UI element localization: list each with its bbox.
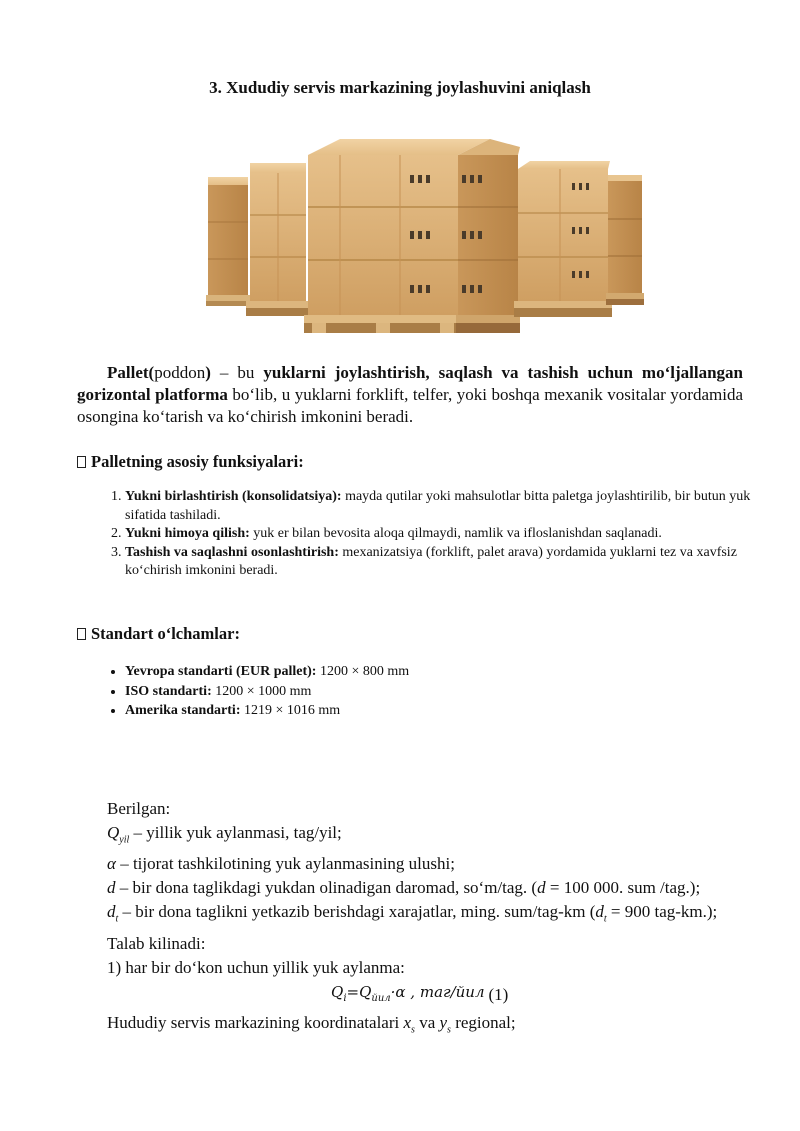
item-text: 1200 × 1000 mm [211, 683, 312, 699]
item-text: 1200 × 800 mm [316, 664, 410, 679]
definition: – bir dona taglikni yetkazib berishdagi xarajatlar, ming. sum/tag-km ( [118, 902, 596, 922]
subscript: t [603, 913, 607, 925]
formula-lhs: Q [331, 982, 344, 1001]
term: Pallet( [107, 363, 155, 382]
item-bold: ISO standarti: [125, 683, 212, 699]
section-title: 3. Xududiy servis markazining joylashuvini aniqlash [209, 78, 591, 97]
term-gloss: poddon [154, 363, 206, 382]
pallets-with-boxes-image [200, 135, 645, 350]
formula-lhs-sub: i [343, 992, 347, 1004]
term-close: ) [205, 363, 211, 382]
symbol: x [403, 1012, 412, 1032]
item-bold: Yukni birlashtirish (konsolidatsiya): [125, 489, 342, 504]
formula-eq: =Q [346, 982, 372, 1001]
text: va [414, 1012, 440, 1032]
pallet-stack-left [206, 177, 250, 306]
list-item [125, 701, 765, 721]
given-d [77, 876, 743, 900]
item-text: yuk er bilan bevosita aloqa qilmaydi, namlik va ifloslanishdan saqlanadi. [249, 526, 662, 541]
given-section [77, 797, 743, 1042]
pallet-stack-right-center [456, 139, 520, 333]
symbol: d [107, 902, 116, 922]
text: regional; [450, 1012, 516, 1032]
pallet-stack-second [246, 163, 310, 316]
given-dt [77, 900, 743, 931]
item-text: mayda qutilar yoki mahsulotlar bitta paletga joylashtirilib, bir butun yuk sifatida tashiladi. [125, 489, 751, 523]
item-bold: Yevropa standarti (EUR pallet): [125, 664, 317, 679]
text: Hududiy servis markazining koordinatalari [107, 1012, 404, 1032]
item-text: mexanizatsiya (forklift, palet arava) yordamida yuklarni tez va xavfsiz ko‘chirish imkonini beradi. [125, 544, 737, 578]
definition: – yillik yuk aylanmasi, tag/yil; [129, 823, 342, 842]
required-label: Talab kilinadi: [107, 933, 206, 953]
formula-1 [77, 980, 743, 1011]
pallet-stack-far-right [606, 175, 644, 305]
symbol: Q [107, 823, 120, 842]
formula-tail: ·α , таг/йил [390, 982, 485, 1001]
definition-bold: yuklarni joylashtirish, saqlash va tashish uchun mo‘ljallangan gorizontal platforma [77, 363, 743, 404]
definition: – bir dona taglikdagi yukdan olinadigan daromad, so‘m/tag. ( [115, 878, 538, 898]
item-bold: Yukni himoya qilish: [125, 526, 250, 541]
formula-rhs-sub: йил [371, 992, 391, 1004]
definition-value: = 100 000. sum /tag.); [545, 878, 701, 898]
functions-heading-text: Palletning asosiy funksiyalari: [91, 452, 304, 471]
subscript: t [115, 913, 119, 925]
missing-glyph-icon [77, 456, 86, 468]
formula-number: (1) [488, 984, 509, 1004]
item-text: 1219 × 1016 mm [240, 703, 341, 718]
standards-list [100, 662, 765, 721]
given-q [77, 821, 743, 852]
list-item [125, 682, 765, 702]
subscript: s [447, 1024, 451, 1036]
symbol: α [107, 854, 116, 874]
missing-glyph-icon [77, 628, 86, 640]
definition-value: = 900 tag-km.); [606, 902, 718, 922]
functions-list [98, 488, 770, 581]
standards-heading-text: Standart o‘lchamlar: [91, 624, 240, 643]
item-bold: Amerika standarti: [125, 703, 241, 718]
list-item [125, 662, 765, 682]
functions-heading [77, 452, 304, 472]
subscript: yil [119, 834, 130, 846]
coordinates-line [77, 1011, 743, 1042]
symbol: d [537, 878, 546, 898]
step-1: 1) har bir do‘kon uchun yillik yuk aylanma: [107, 957, 405, 977]
list-item [125, 544, 770, 581]
given-alpha [77, 852, 743, 876]
symbol: y [439, 1012, 448, 1032]
given-label: Berilgan: [107, 799, 171, 818]
list-item [125, 488, 770, 525]
definition-rest: bo‘lib, u yuklarni forklift, telfer, yoki boshqa mexanik vositalar yordamida osongina ko‘tarish va ko‘chirish imkonini beradi. [77, 385, 744, 426]
pallet-definition-paragraph [77, 362, 743, 428]
subscript: s [411, 1024, 415, 1036]
pallet-stack-right [514, 161, 612, 317]
list-item [125, 525, 770, 544]
item-bold: Tashish va saqlashni osonlashtirish: [125, 544, 339, 560]
standards-heading [77, 624, 240, 644]
term-dash: – bu [210, 363, 264, 382]
definition: – tijorat tashkilotining yuk aylanmasining ulushi; [115, 854, 455, 874]
symbol: d [107, 878, 116, 898]
symbol: d [595, 902, 604, 922]
